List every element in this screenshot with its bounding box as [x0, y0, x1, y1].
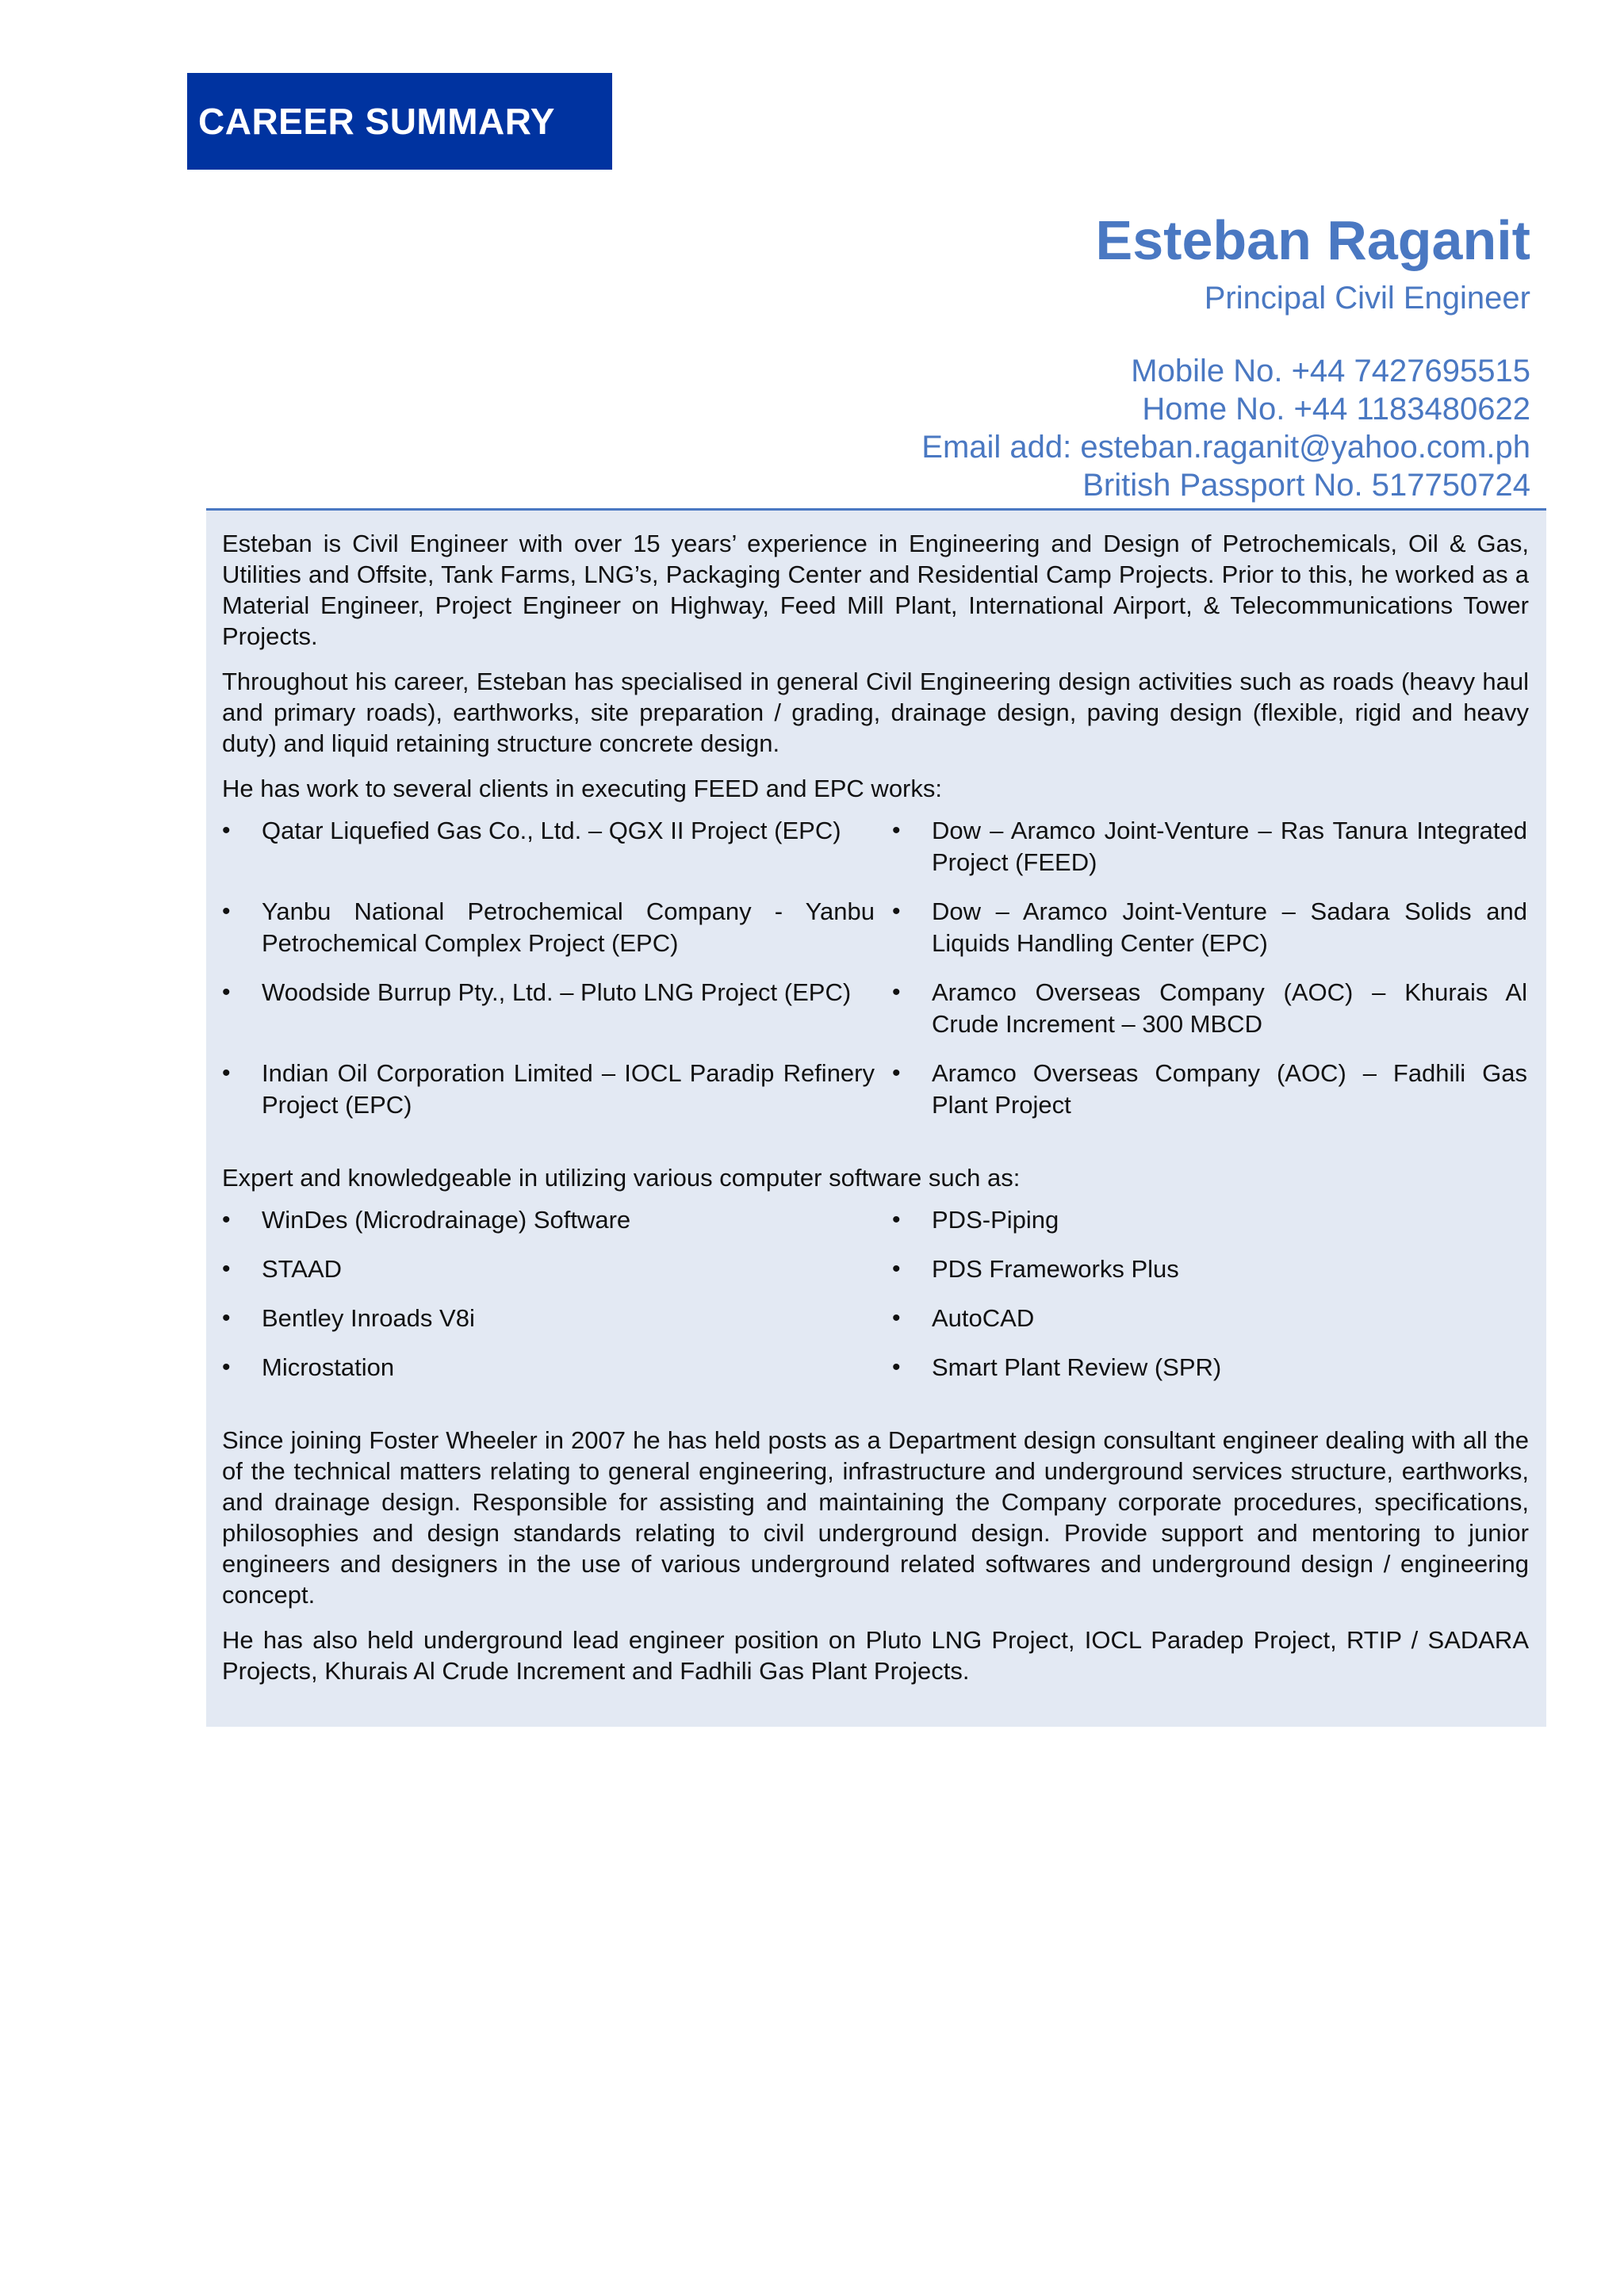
- software-list: [222, 1204, 1529, 1401]
- specialism-paragraph: Throughout his career, Esteban has specialised in general Civil Engineering design activities such as roads (heavy haul and primary roads), earthworks, site preparation / grading, drainage design, paving design (flexible, rigid and heavy duty) and liquid retaining structure concrete design.: [222, 668, 1529, 757]
- bullet-icon: •: [892, 1060, 901, 1086]
- bullet-icon: •: [892, 1207, 901, 1233]
- list-item: [222, 896, 892, 959]
- bullet-icon: •: [892, 817, 901, 844]
- client-project: Indian Oil Corporation Limited – IOCL Paradip Refinery Project (EPC): [262, 1059, 875, 1119]
- list-item: [222, 1303, 892, 1334]
- foster-wheeler-paragraph: Since joining Foster Wheeler in 2007 he has held posts as a Department design consultant engineer dealing with all the of the technical matters relating to general engineering, infrastructure and underground services structure, earthworks, and drainage design. Responsible for assisting and maintaining the Company corporate procedures, specifications, philosophies and design standards relating to civil underground design. Provide support and mentoring to junior engineers and designers in the use of various underground related softwares and underground design / engineering concept.: [222, 1426, 1529, 1609]
- banner-title: CAREER SUMMARY: [198, 101, 555, 142]
- bullet-icon: •: [222, 1207, 231, 1233]
- lead-roles-paragraph: He has also held underground lead engineer position on Pluto LNG Project, IOCL Paradep Project, RTIP / SADARA Projects, Khurais Al Crude Increment and Fadhili Gas Plant Projects.: [222, 1626, 1529, 1685]
- bullet-icon: •: [892, 979, 901, 1005]
- summary-panel: [206, 511, 1546, 1727]
- email-address: Email add: esteban.raganit@yahoo.com.ph: [921, 430, 1530, 465]
- software-item: Microstation: [262, 1353, 395, 1381]
- list-item: [892, 1303, 1545, 1334]
- client-project: Woodside Burrup Pty., Ltd. – Pluto LNG Project (EPC): [262, 978, 852, 1006]
- bullet-icon: •: [222, 817, 231, 844]
- bullet-icon: •: [892, 1305, 901, 1331]
- contact-header: [921, 205, 1530, 504]
- software-lead: Expert and knowledgeable in utilizing various computer software such as:: [222, 1164, 1021, 1192]
- software-item: Bentley Inroads V8i: [262, 1304, 475, 1332]
- list-item: [892, 896, 1545, 959]
- person-name: Esteban Raganit: [1095, 209, 1530, 271]
- list-item: [222, 1352, 892, 1383]
- software-item: WinDes (Microdrainage) Software: [262, 1206, 631, 1234]
- bullet-icon: •: [222, 1354, 231, 1380]
- software-item: AutoCAD: [932, 1304, 1035, 1332]
- list-item: [892, 1253, 1545, 1285]
- list-item: [222, 1253, 892, 1285]
- bullet-icon: •: [222, 898, 231, 924]
- job-title: Principal Civil Engineer: [1204, 281, 1530, 316]
- mobile-number: Mobile No. +44 7427695515: [1131, 354, 1530, 388]
- client-project: Aramco Overseas Company (AOC) – Fadhili Gas Plant Project: [932, 1059, 1527, 1119]
- list-item: [222, 1204, 892, 1236]
- list-item: [892, 1204, 1545, 1236]
- list-item: [892, 977, 1545, 1040]
- home-number: Home No. +44 1183480622: [1142, 392, 1530, 427]
- list-item: [222, 815, 892, 878]
- list-item: [892, 815, 1545, 878]
- bullet-icon: •: [892, 1256, 901, 1282]
- list-item: [892, 1352, 1545, 1383]
- software-item: STAAD: [262, 1255, 343, 1283]
- client-project: Dow – Aramco Joint-Venture – Ras Tanura Integrated Project (FEED): [932, 817, 1527, 876]
- bullet-icon: •: [222, 1256, 231, 1282]
- software-item: Smart Plant Review (SPR): [932, 1353, 1222, 1381]
- bullet-icon: •: [222, 1060, 231, 1086]
- list-item: [222, 977, 892, 1040]
- list-item: [222, 1058, 892, 1121]
- intro-paragraph: Esteban is Civil Engineer with over 15 years’ experience in Engineering and Design of Petrochemicals, Oil & Gas, Utilities and Offsite, Tank Farms, LNG’s, Packaging Center and Residential Camp Projects. Prior to this, he worked as a Material Engineer, Project Engineer on Highway, Feed Mill Plant, International Airport, & Telecommunications Tower Projects.: [222, 530, 1529, 650]
- software-item: PDS-Piping: [932, 1206, 1059, 1234]
- bullet-icon: •: [222, 979, 231, 1005]
- bullet-icon: •: [892, 1354, 901, 1380]
- bullet-icon: •: [892, 898, 901, 924]
- client-project: Qatar Liquefied Gas Co., Ltd. – QGX II Project (EPC): [262, 817, 841, 844]
- passport-number: British Passport No. 517750724: [1082, 468, 1530, 503]
- bullet-icon: •: [222, 1305, 231, 1331]
- client-project: Aramco Overseas Company (AOC) – Khurais Al Crude Increment – 300 MBCD: [932, 978, 1527, 1038]
- list-item: [892, 1058, 1545, 1121]
- clients-lead: He has work to several clients in executing FEED and EPC works:: [222, 775, 942, 802]
- client-project: Yanbu National Petrochemical Company - Yanbu Petrochemical Complex Project (EPC): [262, 897, 875, 957]
- career-summary-banner: [187, 73, 612, 170]
- clients-list: [222, 815, 1529, 1138]
- software-item: PDS Frameworks Plus: [932, 1255, 1179, 1283]
- client-project: Dow – Aramco Joint-Venture – Sadara Solids and Liquids Handling Center (EPC): [932, 897, 1527, 957]
